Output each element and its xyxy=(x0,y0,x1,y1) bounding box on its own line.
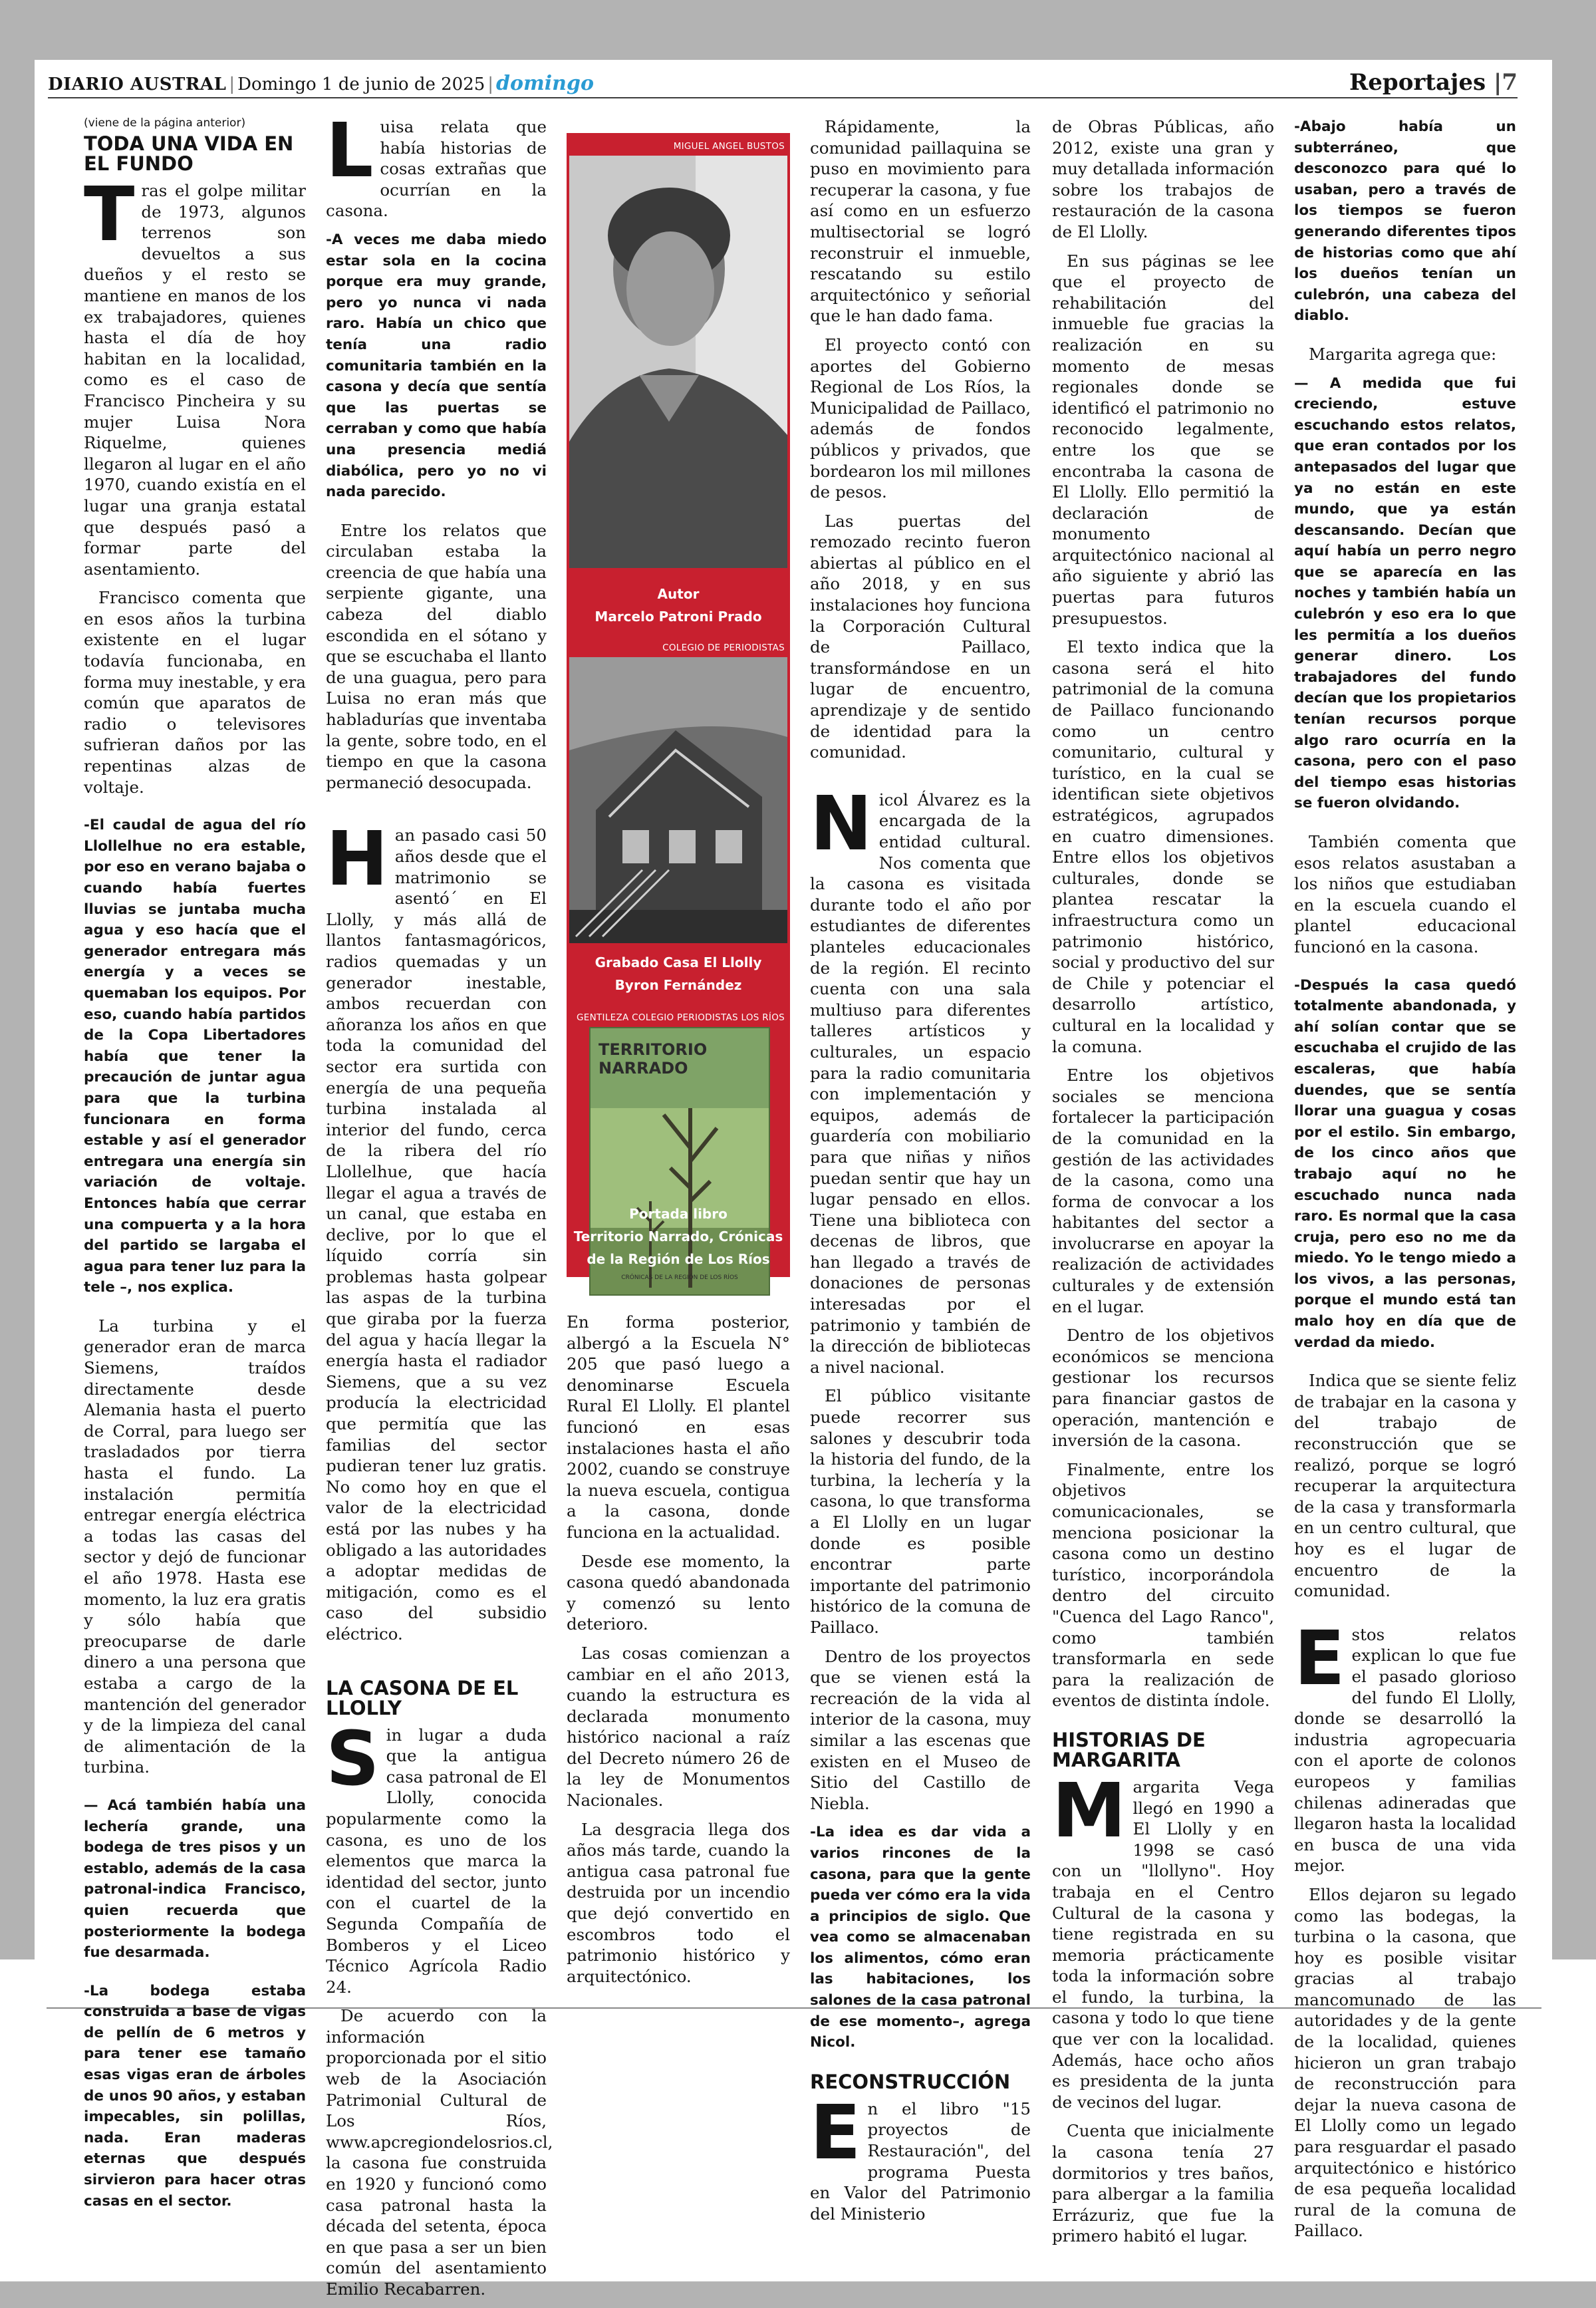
paragraph-text: an pasado casi 50 años desde que el matrimonio se asentó´ en El Llolly, y más allá de llantos fantasmagóricos, radios quemadas y un generador inestable, ambos recuerdan con añoranza los años en que toda la comunidad del sector era surtida con energía de una pequeña turbina instalada al interior del fundo, cerca de la ribera del río Llollelhue, que hacía llegar el agua a través de un canal, que estaba en declive, por lo que el líquido corría sin problemas hasta golpear las aspas de la turbina que giraba por la fuerza del agua y hacía llegar la energía hasta el radiador Siemens, que a su vez producía la electricidad que permitía que las familias del sector pudieran tener luz gratis. No como hoy en que el valor de la electricidad está por las nubes y ha obligado a las autoridades a adoptar medidas de mitigación, como es el caso del subsidio eléctrico. xyxy=(326,825,547,1644)
quote: -A veces me daba miedo estar sola en la cocina porque era muy grande, pero yo nunca vi nada raro. Había un chico que tenía una radio comunitaria también en la casona y decía que sentía que las puertas se cerraban y como que había una presencia mediá diabólica, pero yo no vi nada parecido. xyxy=(326,231,547,501)
quote: — A medida que fui creciendo, estuve escuchando estos relatos, que eran contados por los antepasados del lugar que ya no están en este mundo, que ya están descansando. Decían que aquí había un perro negro que se aparecía en las noches y también había un culebrón y eso era lo que les permitía a los dueños generar dinero. Los trabajadores del fundo decían que los propietarios tenían recursos porque algo raro ocurría en la casona, pero con el paso del tiempo esas historias se fueron olvidando. xyxy=(1294,374,1516,812)
paragraph: En sus páginas se lee que el proyecto de rehabilitación del inmueble fue gracias la realización en su momento de mesas regionales donde se identificó el patrimonio no reconocido legalmente, entre los que se encontraba la casona de El Llolly. Ello permitió la declaración de monumento arquitectónico nacional al año siguiente y abrió las puertas para futuros presupuestos. xyxy=(1052,251,1274,628)
paragraph: Indica que se siente feliz de trabajar en la casona y del trabajo de reconstrucción que se realizó, porque se logró recuperar la arquitectura de la casa y transformarla en un centro cultural, que hoy es el lugar de encuentro de la comunidad. xyxy=(1294,1371,1516,1601)
paragraph: Dentro de los proyectos que se vienen está la recreación de la vida al interior de la casona, muy similar a las escenas que existen en el Museo de Sitio del Castillo de Niebla. xyxy=(810,1646,1031,1813)
paragraph: de Obras Públicas, año 2012, existe una gran y muy detallada información sobre los trabajos de restauración de la casona de El Llolly. xyxy=(1052,117,1274,241)
header-rule xyxy=(48,97,1518,98)
paragraph: Entre los relatos que circulaban estaba la creencia de que había una serpiente gigante, una cabeza del diablo escondida en el sótano y que se escuchaba el llanto de una guagua, pero para Luisa no eran más que habladurías que inventaba la gente, sobre todo, en el tiempo en que la casona permaneció desocupada. xyxy=(326,520,547,792)
book-caption-line3: de la Región de Los Ríos xyxy=(587,1251,770,1267)
photo-credit: GENTILEZA COLEGIO PERIODISTAS LOS RÍOS xyxy=(577,1012,785,1023)
edition-label: domingo xyxy=(496,72,594,95)
section-heading: TODA UNA VIDA EN EL FUNDO xyxy=(84,132,294,175)
quote: -La bodega estaba construida a base de vigas de pellín de 6 metros y para tener ese tamaño esas vigas eran de árboles de unos 90 años, y estaban impecables, sin polillas, nada. Eran maderas eternas que después sirvieron para hacer otras casas en el sector. xyxy=(84,1982,306,2210)
drop-cap: S xyxy=(326,1715,380,1803)
header-separator: | xyxy=(229,74,235,94)
paragraph xyxy=(1052,1767,1274,2113)
book-caption-line2: Territorio Narrado, Crónicas xyxy=(573,1228,783,1244)
paragraph-text: n el libro "15 proyectos de Restauración", del programa Puesta en Valor del Patrimonio del Ministerio xyxy=(810,2098,1031,2224)
paragraph xyxy=(1294,1615,1516,1876)
paragraph: El proyecto contó con aportes del Gobierno Regional de Los Ríos, la Municipalidad de Paillaco, además de fondos públicos y privados, que bordearon los mil millones de pesos. xyxy=(810,335,1031,502)
book-caption-line1: Portada libro xyxy=(629,1206,728,1222)
masthead: DIARIO AUSTRAL xyxy=(48,74,227,94)
paragraph: Cuenta que inicialmente la casona tenía 27 dormitorios y tres baños, para albergar a la familia Errázuriz, que fue la primero habitó el lugar. xyxy=(1052,2121,1274,2246)
quote: -El caudal de agua del río Llollelhue no era estable, por eso en verano bajaba o cuando había fuertes lluvias se juntaba mucha agua y eso hacía que el generador entregara más energía y a veces se quemaban los equipos. Por eso, cuando había partidos de la Copa Libertadores había que tener la precaución de juntar agua para que la turbina funcionara en forma estable y así el generador entregara una energía sin variación de voltaje. Entonces había que cerrar una compuerta y a la hora del partido se largaba el agua para tener luz para la tele –, nos explica. xyxy=(84,817,306,1296)
page-header xyxy=(48,69,1518,96)
column-1 xyxy=(84,116,306,2229)
paragraph: Entre los objetivos sociales se menciona fortalecer la participación de la comunidad en la gestión de las actividades de la casona, como una forma de convocar a los habitantes del sector a involucrarse en apoyar la realización de actividades culturales y de extensión en el lugar. xyxy=(1052,1066,1274,1316)
section-heading: HISTORIAS DE MARGARITA xyxy=(1052,1728,1206,1771)
book-title: TERRITORIO NARRADO xyxy=(598,1040,708,1078)
photo-caption-name: Marcelo Patroni Prado xyxy=(595,609,762,625)
image-sidebar xyxy=(567,133,790,1281)
paragraph xyxy=(84,172,306,579)
paragraph: La turbina y el generador eran de marca Siemens, traídos directamente desde Alemania hasta el puerto de Corral, para luego ser trasladados por tierra hasta el fundo. La instalación permitía entregar energía eléctrica a todas las casas del sector y dejó de funcionar el año 1978. Hasta ese momento, la luz era gratis y sólo había que preocuparse de darle dinero a una persona que estaba a cargo de la mantención del generador y de la limpieza del canal de alimentación de la turbina. xyxy=(84,1316,306,1777)
column-2 xyxy=(326,108,553,2308)
photo-caption-role: Autor xyxy=(657,586,700,602)
paragraph-text: uisa relata que había historias de cosas extrañas que ocurrían en la casona. xyxy=(326,117,547,221)
paragraph: Francisco comenta que en esos años la turbina existente en el lugar todavía funcionaba, en forma muy inestable, y era común que aparatos de radio o televisores sufrieran daños por las repentinas alzas de voltaje. xyxy=(84,588,306,797)
quote: -Después la casa quedó totalmente abandonada, y ahí solían contar que se escuchaba el crujido de las escaleras, que había duendes, que se sentía llorar una guagua y cosas por el estilo. Sin embargo, de los cinco años que trabajo aquí no he escuchado nunca nada raro. Es normal que la casa cruja, pero eso no me da miedo. Yo le tengo miedo a los vivos, a las personas, porque el mundo está tan malo hoy en día que de verdad da miedo. xyxy=(1294,976,1516,1351)
paragraph: En forma posterior, albergó a la Escuela N° 205 que pasó luego a denominarse Escuela Rural El Llolly. El plantel funcionó en esas instalaciones hasta el año 2002, cuando se construye la nueva escuela, contigua a la casona, donde funciona en la actualidad. xyxy=(567,1312,790,1542)
drop-cap: L xyxy=(326,108,374,194)
paragraph: La desgracia llega dos años más tarde, cuando la antigua casa patronal fue destruida por un incendio que dejó convertido en escombros todo el patrimonio histórico y arquitectónico. xyxy=(567,1819,790,1986)
paragraph: Rápidamente, la comunidad paillaquina se puso en movimiento para recuperar la casona, y fue así como en un esfuerzo multisectorial se logró reconstruir el inmueble, rescatando su estilo arquitectónico y señorial que le han dado fama. xyxy=(810,117,1031,326)
photo-credit: COLEGIO DE PERIODISTAS xyxy=(662,643,785,653)
section-heading: LA CASONA DE EL LLOLLY xyxy=(326,1676,519,1719)
paragraph: Desde ese momento, la casona quedó abandonada y comenzó su lento deterioro. xyxy=(567,1551,790,1634)
header-left xyxy=(48,72,594,95)
paragraph: El público visitante puede recorrer sus salones y descubrir toda la historia del fundo, de la turbina, la lechería y la casona, lo que transforma a El Llolly en un lugar donde es posible encontrar parte importante del patrimonio histórico de la comuna de Paillaco. xyxy=(810,1386,1031,1637)
header-right xyxy=(1349,69,1518,96)
continuation-note: (viene de la página anterior) xyxy=(84,116,246,130)
paragraph: Las puertas del remozado recinto fueron abiertas al público en el año 2018, y en sus instalaciones hoy funciona la Corporación Cultural de Paillaco, transformándose en un lugar de encuentro, aprendizaje y de sentido de identidad para la comunidad. xyxy=(810,511,1031,762)
quote: -Abajo había un subterráneo, que desconozco para qué lo usaban, pero a través de los tiempos se fueron generando diferentes tipos de historias como que ahí los dueños tenían un culebrón, una cabeza del diablo. xyxy=(1294,118,1516,325)
paragraph xyxy=(810,780,1031,1378)
engraving-caption-artist: Byron Fernández xyxy=(614,977,742,993)
author-photo xyxy=(569,156,787,568)
header-separator: | xyxy=(487,74,494,94)
drop-cap: M xyxy=(1052,1767,1127,1854)
photo-credit: MIGUEL ANGEL BUSTOS xyxy=(673,141,785,152)
column-6 xyxy=(1294,116,1516,2249)
paragraph-text: ras el golpe militar de 1973, algunos terrenos son devueltos a sus dueños y el resto se mantiene en manos de los ex trabajadores, quienes hasta el día de hoy habitan en la localidad, como es el caso de Francisco Pincheira y su mujer Luisa Nora Riquelme, quienes llegaron al lugar en el año 1970, cuando existía en el lugar una granja estatal que después pasó a formar parte del asentamiento. xyxy=(84,181,306,579)
quote: -La idea es dar vida a varios rincones de la casona, para que la gente pueda ver cómo era la vida a principios de siglo. Que vea como se almacenaban los alimentos, cómo eran las habitaciones, los salones de la casa patronal de ese momento–, agrega Nicol. xyxy=(810,1824,1031,2051)
header-separator: | xyxy=(1486,69,1502,96)
paragraph: Dentro de los objetivos económicos se menciona gestionar los recursos para financiar gastos de operación, mantención e inversión de la casona. xyxy=(1052,1326,1274,1451)
paragraph-text: in lugar a duda que la antigua casa patronal de El Llolly, conocida popularmente como la casona, es uno de los elementos que marca la identidad del sector, junto con el cuartel de la Segunda Compañía de Bomberos y el Liceo Técnico Agrícola Radio 24. xyxy=(326,1725,547,1997)
drop-cap: H xyxy=(326,816,388,903)
paragraph xyxy=(326,816,547,1644)
column-5 xyxy=(1052,116,1274,2255)
paragraph: Ellos dejaron su legado como las bodegas, la turbina o la casona, que hoy es posible visitar gracias al trabajo mancomunado de las autoridades y de la gente de la localidad, quienes hicieron un gran trabajo de reconstrucción para dejar la nueva casona de El Llolly como un legado para resguardar el pasado arquitectónico e histórico de esa pequeña localidad rural de la comuna de Paillaco. xyxy=(1294,1884,1516,2241)
column-4 xyxy=(810,116,1031,2232)
house-engraving-icon xyxy=(569,657,787,943)
paragraph: Las cosas comienzan a cambiar en el año 2013, cuando la estructura es declarada monumento histórico nacional a raíz del Decreto número 26 de la ley de Monumentos Nacionales. xyxy=(567,1643,790,1810)
paragraph-text: argarita Vega llegó en 1990 a El Llolly y en 1998 se casó con un "llollyno". Hoy trabaja en el Centro Cultural de la casona y tiene registrada en su memoria prácticamente toda la información sobre el fundo, la turbina, la casona y todo lo que tiene que ver con la localidad. Además, hace ocho años es presidenta de la junta de vecinos del lugar. xyxy=(1052,1777,1274,2112)
section-heading: RECONSTRUCCIÓN xyxy=(810,2070,1011,2093)
paragraph xyxy=(326,108,547,221)
paragraph: El texto indica que la casona será el hito patrimonial de la comuna de Paillaco funcionando como un centro comunitario, cultural y turístico, en la cual se identifican siete objetivos estratégicos, agrupados en cuatro dimensiones. Entre ellos los objetivos culturales, donde se plantea rescatar la infraestructura como un patrimonio histórico, social y productivo del sur de Chile y potenciar el desarrollo artístico, cultural en la localidad y la comuna. xyxy=(1052,637,1274,1056)
paragraph-text: stos relatos explican lo que fue el pasado glorioso del fundo El Llolly, donde se desarrolló la industria agropecuaria con el aporte de colonos europeos y familias chilenas adineradas que llegaron hasta la localidad en busca de una vida mejor. xyxy=(1294,1624,1516,1876)
paragraph-text: icol Álvarez es la encargada de la entidad cultural. Nos comenta que la casona es visitada durante todo el año por estudiantes de diferentes planteles educacionales de la región. El recinto cuenta con una sala multiuso para diferentes talleres artísticos y culturales, un espacio para la radio comunitaria con implementación y equipos, además de guardería con mobiliario para que niñas y niños puedan sentir que hay un lugar pensado en ellos. Tiene una biblioteca con decenas de libros, que han llegado a través de donaciones de personas interesadas por el patrimonio y también de la dirección de bibliotecas a nivel nacional. xyxy=(810,790,1031,1377)
drop-cap: E xyxy=(1294,1615,1345,1702)
engraving-caption-title: Grabado Casa El Llolly xyxy=(595,954,762,970)
issue-date: Domingo 1 de junio de 2025 xyxy=(237,74,485,94)
engraving-image xyxy=(569,657,787,943)
drop-cap: N xyxy=(810,780,872,867)
paragraph: Finalmente, entre los objetivos comunicacionales, se menciona posicionar la casona como un destino turístico, incorporándola dentro del circuito "Cuenca del Lago Ranco", como también transformarla en sede para la realización de eventos de distinta índole. xyxy=(1052,1459,1274,1711)
paragraph: De acuerdo con la información proporcionada por el sitio web de la Asociación Patrimonial Cultural de Los Ríos, www.apcregiondelosrios.cl, la casona fue construida en 1920 y funcionó como casa patronal hasta la década del setenta, época en que pasa a ser un bien común del asentamiento Emilio Recabarren. xyxy=(326,2006,553,2299)
book-subtitle: CRÓNICAS DE LA REGIÓN DE LOS RÍOS xyxy=(621,1274,738,1281)
drop-cap: T xyxy=(84,172,135,258)
page-number: 7 xyxy=(1502,69,1518,96)
paragraph xyxy=(810,2089,1031,2225)
paragraph: Margarita agrega que: xyxy=(1309,344,1497,364)
section-name: Reportajes xyxy=(1349,69,1486,96)
author-portrait-icon xyxy=(569,156,787,568)
column-3 xyxy=(567,1312,790,1995)
paragraph: También comenta que esos relatos asustaban a los niños que estudiaban en la escuela cuando el plantel educacional funcionó en la casona. xyxy=(1294,832,1516,956)
drop-cap: E xyxy=(810,2089,861,2176)
paragraph xyxy=(326,1715,547,1998)
quote: — Acá también había una lechería grande, una bodega de tres pisos y un establo, además de la casa patronal-indica Francisco, quien recuerda que posteriormente la bodega fue desarmada. xyxy=(84,1797,306,1961)
